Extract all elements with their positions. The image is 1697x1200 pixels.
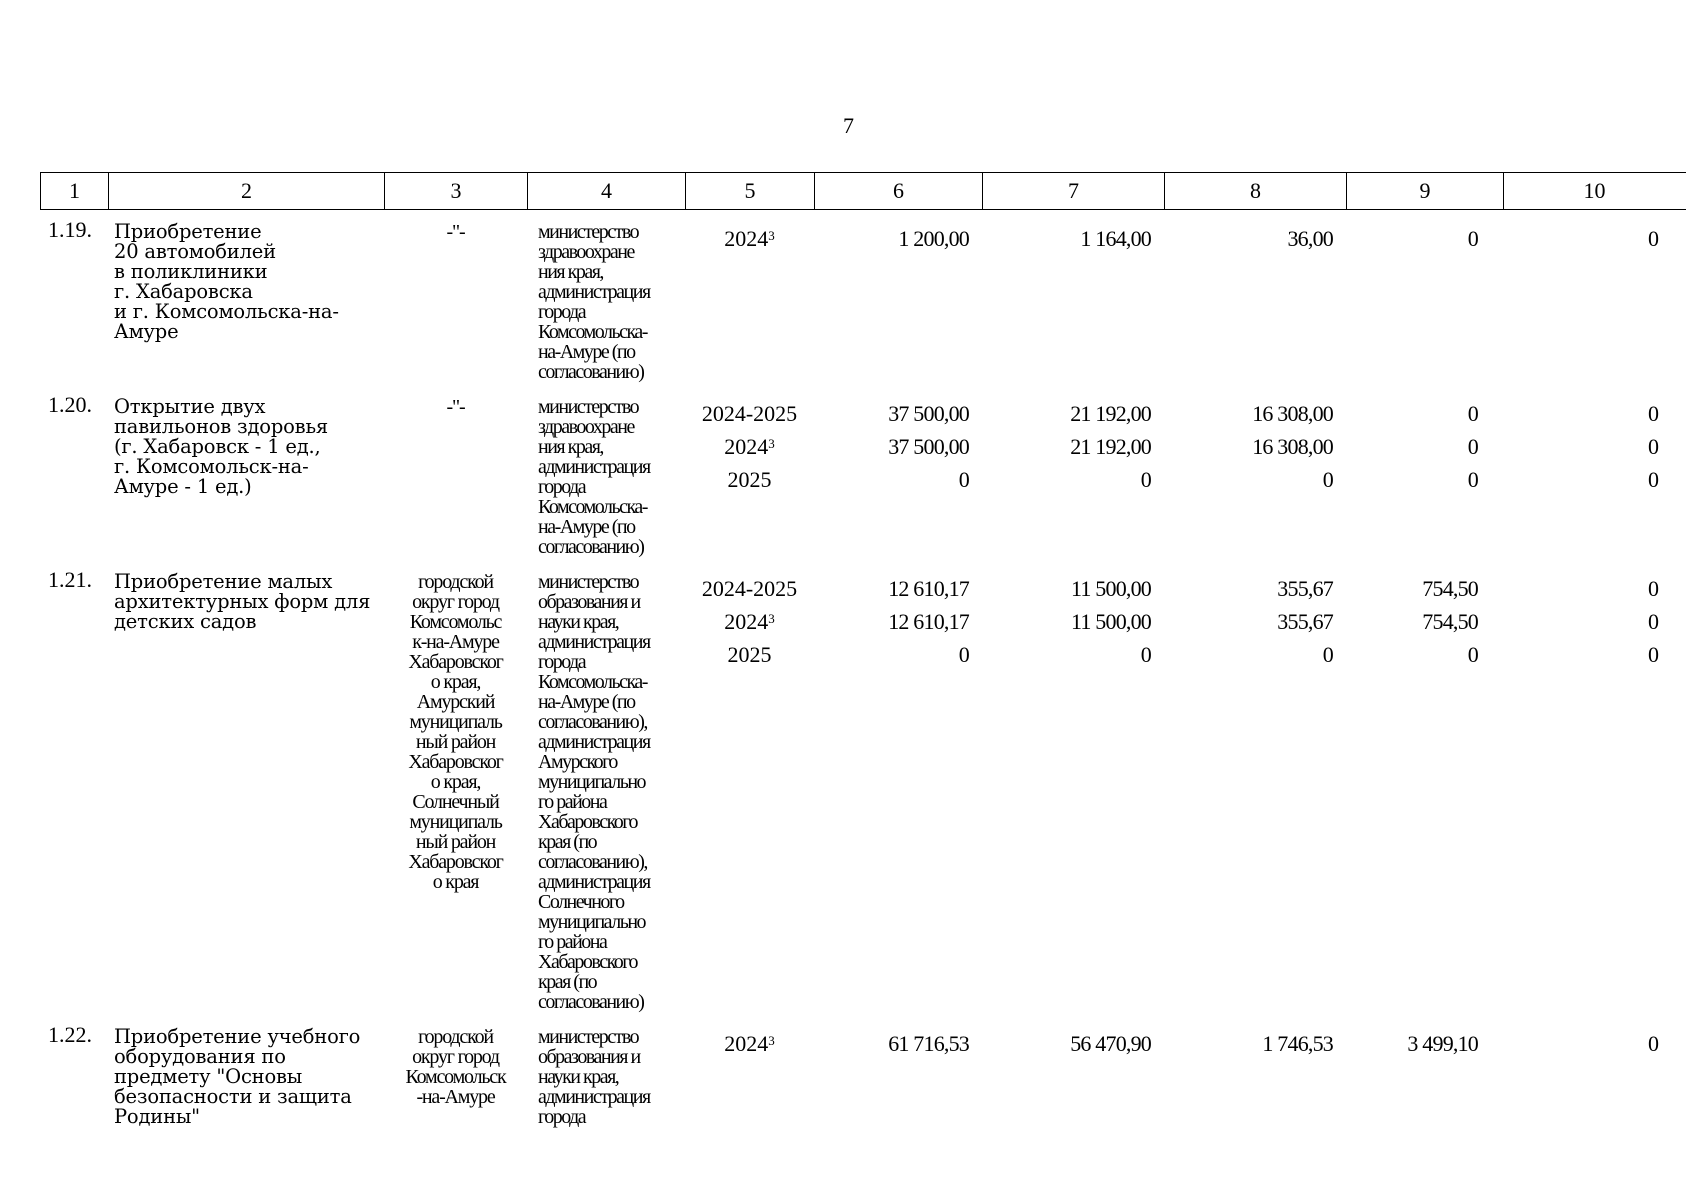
measure-name-line: Приобретение учебного — [114, 1025, 361, 1048]
amount-value: 0 — [1648, 434, 1659, 459]
executor-line: Комсомольска- — [538, 496, 647, 518]
measure-name — [40, 385, 328, 560]
executor-line: науки края, — [538, 611, 619, 633]
period — [685, 1015, 814, 1135]
amount-value: 355,67 — [1277, 609, 1333, 634]
territory-line: городской — [418, 571, 493, 593]
executor-line: согласованию), — [538, 711, 647, 733]
amount-value: 0 — [1648, 467, 1659, 492]
executor-line: Комсомольска- — [538, 321, 647, 343]
column-header-7: 7 — [983, 173, 1165, 209]
row-number: 1.22. — [48, 1022, 92, 1047]
territory-line: муниципаль — [409, 811, 502, 833]
amount-value: 0 — [1648, 609, 1659, 634]
amount-column-8 — [1164, 385, 1346, 560]
amount-value: 16 308,00 — [1252, 434, 1333, 459]
executor-line: го района — [538, 931, 607, 953]
executor-line: образования и — [538, 591, 640, 613]
measure-name-line: Родины" — [114, 1105, 200, 1128]
period-year: 2025 — [727, 642, 772, 667]
table-row — [40, 385, 1686, 560]
measure-name-line: оборудования по — [114, 1045, 286, 1068]
amount-column-9 — [1346, 385, 1503, 560]
column-header-6: 6 — [815, 173, 983, 209]
executor-line: края (по — [538, 971, 597, 993]
amount-value: 0 — [1467, 467, 1478, 492]
territory-line: -"- — [446, 221, 465, 243]
executor-line: муниципально — [538, 771, 646, 793]
amount-value: 1 164,00 — [1080, 226, 1151, 251]
amount-column-10 — [1503, 560, 1684, 1015]
amount-column-10 — [1503, 385, 1684, 560]
amount-column-7 — [982, 210, 1164, 385]
territory-line: -"- — [446, 396, 465, 418]
period-year: 2024 — [724, 1031, 769, 1056]
page-number: 7 — [843, 113, 854, 138]
executor-line: согласованию) — [538, 361, 644, 383]
amount-value: 21 192,00 — [1070, 401, 1151, 426]
amount-value: 0 — [1322, 467, 1333, 492]
territory-line: Хабаровског — [408, 751, 503, 773]
row-number: 1.21. — [48, 567, 92, 592]
territory-line: о края, — [430, 671, 481, 693]
amount-column-10 — [1503, 210, 1684, 385]
table-row — [40, 210, 1686, 385]
executor-line: администрация — [538, 871, 650, 893]
measure-name-line: Амуре — [114, 320, 179, 343]
period-value — [685, 1027, 814, 1060]
executor-line: Солнечного — [538, 891, 624, 913]
executor-line: министерство — [538, 396, 639, 418]
executor-line: края (по — [538, 831, 597, 853]
measure-name — [40, 1015, 361, 1135]
territory-line: Комсомольс — [409, 611, 502, 633]
column-header-4: 4 — [528, 173, 686, 209]
amount-value: 37 500,00 — [888, 401, 969, 426]
period-year: 2024-2025 — [701, 576, 798, 601]
territory — [384, 1015, 527, 1135]
amount-value: 12 610,17 — [888, 576, 969, 601]
footnote-mark: 3 — [768, 611, 775, 626]
column-header-3: 3 — [385, 173, 528, 209]
amount-column-7 — [982, 385, 1164, 560]
executor-line: министерство — [538, 221, 639, 243]
period — [685, 560, 814, 1015]
executor-line: администрация — [538, 281, 650, 303]
territory-line: Комсомольск — [405, 1066, 506, 1088]
table-row — [40, 560, 1686, 1015]
period-year: 2025 — [727, 467, 772, 492]
territory — [384, 210, 527, 385]
period — [685, 385, 814, 560]
executor-line: согласованию) — [538, 991, 644, 1013]
executor-line: администрация — [538, 731, 650, 753]
executor-line: администрация — [538, 456, 650, 478]
amount-value: 1 200,00 — [898, 226, 969, 251]
column-header-5: 5 — [686, 173, 815, 209]
amount-column-6 — [814, 1015, 982, 1135]
territory-line: к-на-Амуре — [412, 631, 499, 653]
amount-value: 1 746,53 — [1262, 1031, 1333, 1056]
measure-name-line: безопасности и защита — [114, 1085, 352, 1108]
period-year: 2024 — [724, 434, 769, 459]
period-value — [685, 605, 814, 638]
territory — [384, 385, 527, 560]
measure-name-line: 20 автомобилей — [114, 240, 276, 263]
territory — [384, 560, 527, 1015]
amount-column-9 — [1346, 210, 1503, 385]
territory-line: ный район — [415, 731, 496, 753]
measure-name — [40, 560, 371, 1015]
period-year: 2024 — [724, 609, 769, 634]
amount-value: 0 — [1140, 642, 1151, 667]
amount-value: 0 — [1140, 467, 1151, 492]
executor-line: на-Амуре (по — [538, 691, 635, 713]
amount-value: 12 610,17 — [888, 609, 969, 634]
amount-value: 0 — [1467, 226, 1478, 251]
executor-line: го района — [538, 791, 607, 813]
territory-line: округ город — [412, 1046, 499, 1068]
measure-name-line: Амуре - 1 ед.) — [114, 475, 252, 498]
amount-value: 0 — [1322, 642, 1333, 667]
amount-value: 56 470,90 — [1070, 1031, 1151, 1056]
amount-value: 0 — [1648, 1031, 1659, 1056]
executor-line: муниципально — [538, 911, 646, 933]
amount-value: 3 499,10 — [1407, 1031, 1478, 1056]
territory-line: муниципаль — [409, 711, 502, 733]
amount-column-10 — [1503, 1015, 1684, 1135]
measure-name-line: архитектурных форм для — [114, 590, 371, 613]
amount-value: 36,00 — [1287, 226, 1333, 251]
footnote-mark: 3 — [768, 1033, 775, 1048]
territory-line: о края, — [430, 771, 481, 793]
territory-line: о края — [432, 871, 479, 893]
territory-line: округ город — [412, 591, 499, 613]
executor-line: науки края, — [538, 1066, 619, 1088]
executor-line: ния края, — [538, 261, 603, 283]
territory-line: ный район — [415, 831, 496, 853]
amount-value: 0 — [1467, 434, 1478, 459]
executor — [527, 385, 685, 560]
measure-name-line: г. Комсомольск-на- — [114, 455, 309, 478]
amount-value: 37 500,00 — [888, 434, 969, 459]
column-header-10: 10 — [1583, 178, 1606, 203]
measure-name-line: в поликлиники — [114, 260, 268, 283]
amount-value: 16 308,00 — [1252, 401, 1333, 426]
executor-line: администрация — [538, 1086, 650, 1108]
territory-line: Амурский — [416, 691, 495, 713]
row-number: 1.19. — [48, 217, 92, 242]
amount-column-6 — [814, 385, 982, 560]
amount-value: 21 192,00 — [1070, 434, 1151, 459]
territory-line: городской — [418, 1026, 493, 1048]
amount-value: 61 716,53 — [888, 1031, 969, 1056]
period — [685, 210, 814, 385]
column-header-8: 8 — [1165, 173, 1347, 209]
territory-line: -на-Амуре — [416, 1086, 495, 1108]
period-value — [685, 222, 814, 255]
executor-line: Комсомольска- — [538, 671, 647, 693]
amount-value: 754,50 — [1422, 576, 1478, 601]
amount-column-7 — [982, 1015, 1164, 1135]
executor-line: на-Амуре (по — [538, 516, 635, 538]
amount-column-7 — [982, 560, 1164, 1015]
amount-column-8 — [1164, 560, 1346, 1015]
executor-line: города — [538, 476, 586, 498]
period-value — [685, 638, 814, 671]
executor-line: здравоохране — [538, 241, 634, 263]
column-header-1: 1 — [41, 173, 109, 209]
amount-value: 11 500,00 — [1071, 609, 1151, 634]
territory-line: Хабаровског — [408, 851, 503, 873]
measure-name — [40, 210, 339, 385]
executor-line: согласованию), — [538, 851, 647, 873]
amount-value: 0 — [1467, 642, 1478, 667]
executor-line: Хабаровского — [538, 811, 637, 833]
amount-value: 0 — [958, 642, 969, 667]
measure-name-line: г. Хабаровска — [114, 280, 253, 303]
column-header-row — [40, 172, 1686, 210]
period-value — [685, 430, 814, 463]
executor-line: министерство — [538, 1026, 639, 1048]
executor-line: администрация — [538, 631, 650, 653]
row-number: 1.20. — [48, 392, 92, 417]
executor-line: города — [538, 1106, 586, 1128]
amount-value: 754,50 — [1422, 609, 1478, 634]
measure-name-line: Приобретение — [114, 220, 262, 243]
column-header-9: 9 — [1347, 173, 1504, 209]
amount-value: 0 — [1648, 226, 1659, 251]
measure-name-line: предмету "Основы — [114, 1065, 303, 1088]
amount-value: 355,67 — [1277, 576, 1333, 601]
period-year: 2024-2025 — [701, 401, 798, 426]
amount-column-8 — [1164, 210, 1346, 385]
amount-column-6 — [814, 560, 982, 1015]
executor-line: согласованию) — [538, 536, 644, 558]
executor-line: на-Амуре (по — [538, 341, 635, 363]
measure-name-line: Приобретение малых — [114, 570, 333, 593]
amount-column-9 — [1346, 560, 1503, 1015]
amount-value: 0 — [958, 467, 969, 492]
executor-line: города — [538, 651, 586, 673]
amount-column-9 — [1346, 1015, 1503, 1135]
period-value — [685, 397, 814, 430]
amount-value: 0 — [1467, 401, 1478, 426]
executor-line: образования и — [538, 1046, 640, 1068]
table-row — [40, 1015, 1686, 1135]
column-header-2: 2 — [109, 173, 385, 209]
measure-name-line: (г. Хабаровск - 1 ед., — [114, 435, 321, 458]
executor — [527, 1015, 685, 1135]
territory-line: Хабаровског — [408, 651, 503, 673]
territory-line: Солнечный — [412, 791, 499, 813]
amount-value: 0 — [1648, 642, 1659, 667]
executor-line: министерство — [538, 571, 639, 593]
executor-line: здравоохране — [538, 416, 634, 438]
executor — [527, 210, 685, 385]
executor — [527, 560, 685, 1015]
executor-line: Амурского — [538, 751, 617, 773]
footnote-mark: 3 — [768, 228, 775, 243]
measure-name-line: детских садов — [114, 610, 257, 633]
period-value — [685, 463, 814, 496]
table-body — [40, 210, 1686, 1135]
measure-name-line: Открытие двух — [114, 395, 266, 418]
executor-line: города — [538, 301, 586, 323]
executor-line: Хабаровского — [538, 951, 637, 973]
measure-name-line: и г. Комсомольска-на- — [114, 300, 339, 323]
period-year: 2024 — [724, 226, 769, 251]
amount-value: 11 500,00 — [1071, 576, 1151, 601]
footnote-mark: 3 — [768, 436, 775, 451]
period-value — [685, 572, 814, 605]
executor-line: ния края, — [538, 436, 603, 458]
amount-column-8 — [1164, 1015, 1346, 1135]
measure-name-line: павильонов здоровья — [114, 415, 328, 438]
amount-column-6 — [814, 210, 982, 385]
amount-value: 0 — [1648, 401, 1659, 426]
amount-value: 0 — [1648, 576, 1659, 601]
